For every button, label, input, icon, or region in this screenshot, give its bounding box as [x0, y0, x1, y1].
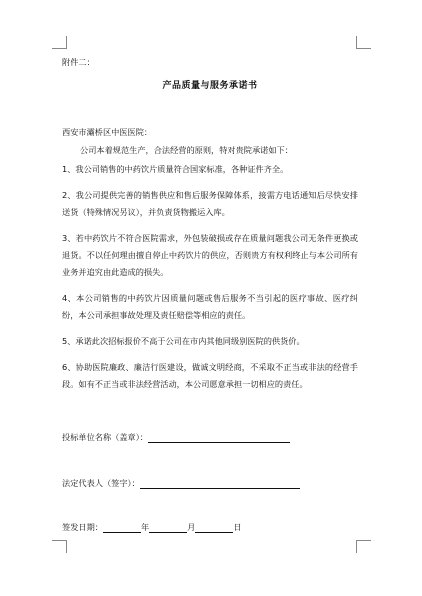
commitment-item: 3、若中药饮片不符合医院需求，外包装破损或存在质量问题我公司无条件更换或退货。不以任何理由擅自停止中药饮片的供应，否则贵方有权利终止与本公司所有业务并追究由此造成的损失。 [62, 233, 358, 277]
attachment-label: 附件二： [62, 57, 95, 67]
date-row [62, 521, 242, 533]
document-title: 产品质量与服务承诺书 [162, 81, 258, 91]
intro-paragraph: 公司本着规范生产，合法经营的原则，特对贵院承诺如下： [80, 145, 293, 155]
commitment-item: 4、本公司销售的中药饮片因质量问题或售后服务不当引起的医疗事故、医疗纠纷，本公司承担事故处理及责任赔偿等相应的责任。 [62, 293, 358, 320]
recipient: 西安市灞桥区中医医院： [62, 127, 153, 137]
date-label: 签发日期： [62, 522, 103, 532]
commitment-item: 5、承诺此次招标报价不高于公司在市内其他同级别医院的供货价。 [62, 336, 305, 346]
margin-mark-top-right [356, 36, 371, 49]
legal-rep-label: 法定代表人（签字）： [62, 478, 140, 488]
margin-mark-bottom-left [52, 540, 67, 553]
margin-mark-bottom-right [356, 540, 371, 553]
year-label: 年 [140, 522, 150, 532]
day-label: 日 [233, 522, 242, 532]
year-blank-line [103, 524, 141, 533]
commitment-list [62, 161, 358, 402]
commitment-item: 6、协助医院廉政、廉洁行医建设，做诚文明经商，不采取不正当或非法的经营手段。如有不正当或非法经营活动，本公司愿意承担一切相应的责任。 [62, 362, 358, 389]
legal-rep-blank-line [140, 480, 300, 489]
bidder-signature-row [62, 431, 290, 443]
month-label: 月 [187, 522, 196, 532]
day-blank-line [195, 524, 233, 533]
margin-mark-top-left [52, 36, 67, 49]
legal-rep-signature-row [62, 477, 300, 489]
commitment-item: 1、我公司销售的中药饮片质量符合国家标准，各种证件齐全。 [62, 164, 289, 174]
commitment-item: 2、我公司提供完善的销售供应和售后服务保障体系，接需方电话通知后尽快安排送货（特殊情况另议），并负责货物搬运入库。 [62, 190, 358, 217]
bidder-label: 投标单位名称（盖章）： [62, 432, 148, 442]
bidder-blank-line [148, 434, 290, 443]
month-blank-line [149, 524, 187, 533]
